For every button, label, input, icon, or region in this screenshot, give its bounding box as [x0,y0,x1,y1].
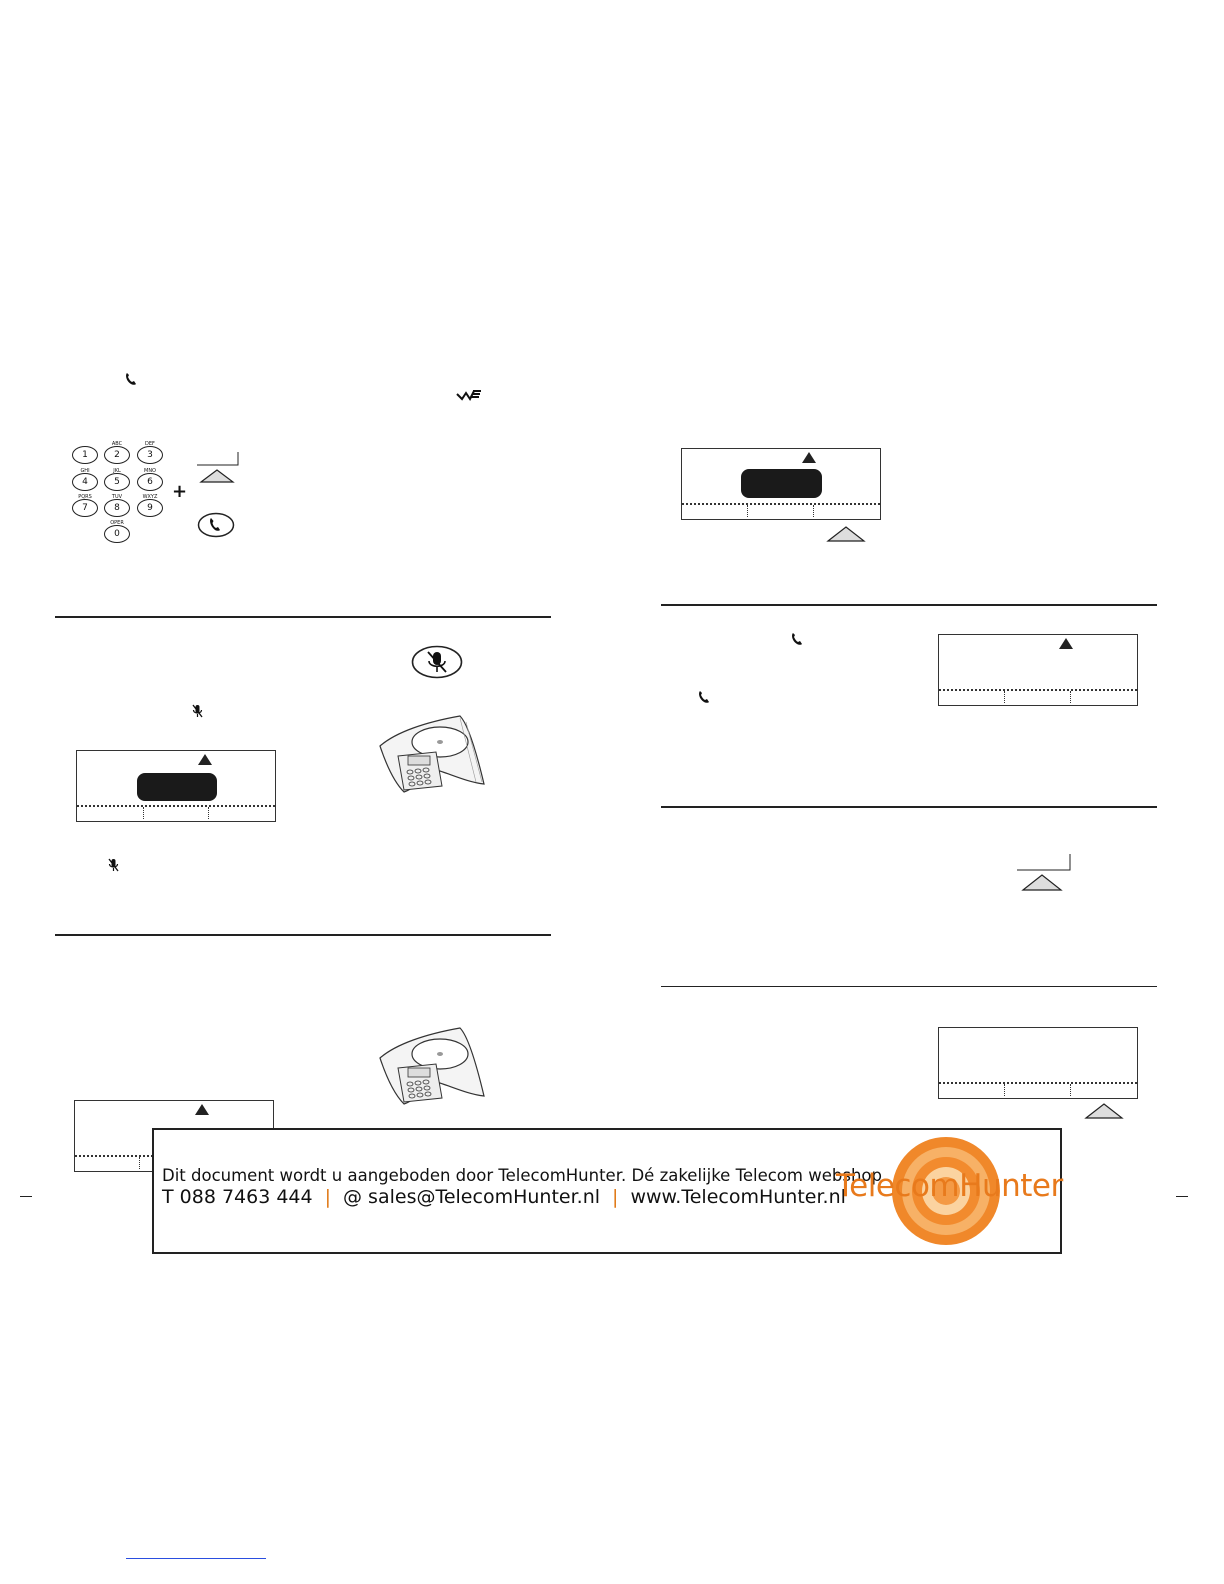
banner-separator: | [324,1186,332,1208]
logo-wordmark: TelecomHunter [836,1168,1063,1204]
banner-website[interactable]: www.TelecomHunter.nl [630,1186,846,1208]
conference-phone-illustration [376,1024,488,1106]
scroll-up-arrow-icon [1059,638,1073,649]
handset-icon [790,632,804,646]
scroll-up-arrow-icon [195,1104,209,1115]
section-divider [661,806,1157,808]
crop-mark [1176,1196,1188,1197]
mute-icon [107,858,120,873]
softkey-triangle-icon[interactable] [195,450,241,484]
scroll-up-arrow-icon [802,452,816,463]
section-divider [661,986,1157,987]
key-1[interactable]: 1 [72,446,98,464]
key-3[interactable]: DEF 3 [137,446,163,464]
footer-link-underline [126,1558,266,1559]
section-divider [55,934,551,936]
mute-button-icon[interactable] [411,645,463,679]
handset-icon [124,372,138,386]
banner-email[interactable]: @ sales@TelecomHunter.nl [343,1186,601,1208]
key-0[interactable]: OPER 0 [104,525,130,543]
key-6[interactable]: MNO 6 [137,473,163,491]
banner-separator: | [612,1186,619,1208]
plus-sign: + [172,481,188,502]
crop-mark [20,1196,32,1197]
wireless-icon [456,389,482,401]
section-divider [55,616,551,618]
softkey-triangle-icon[interactable] [826,523,866,543]
banner-phone: T 088 7463 444 [162,1186,313,1208]
highlighted-softkey-label [137,773,217,801]
mute-icon [191,704,204,719]
display-screen [938,634,1138,706]
display-screen [76,750,276,822]
key-9[interactable]: WXYZ 9 [137,499,163,517]
highlighted-softkey-label [741,469,822,498]
handset-button-icon[interactable] [197,512,235,538]
banner-contact-line [162,1186,846,1208]
section-divider [661,604,1157,606]
key-4[interactable]: GHI 4 [72,473,98,491]
key-2[interactable]: ABC 2 [104,446,130,464]
softkey-triangle-icon[interactable] [1015,852,1073,892]
key-7[interactable]: PQRS 7 [72,499,98,517]
display-screen [681,448,881,520]
key-5[interactable]: JKL 5 [104,473,130,491]
banner-tagline: Dit document wordt u aangeboden door TelecomHunter. Dé zakelijke Telecom webshop. [162,1166,888,1185]
conference-phone-illustration [376,712,488,794]
scroll-up-arrow-icon [198,754,212,765]
softkey-triangle-icon[interactable] [1084,1100,1124,1120]
promo-banner [152,1128,1062,1254]
handset-icon [697,690,711,704]
key-8[interactable]: TUV 8 [104,499,130,517]
display-screen [938,1027,1138,1099]
